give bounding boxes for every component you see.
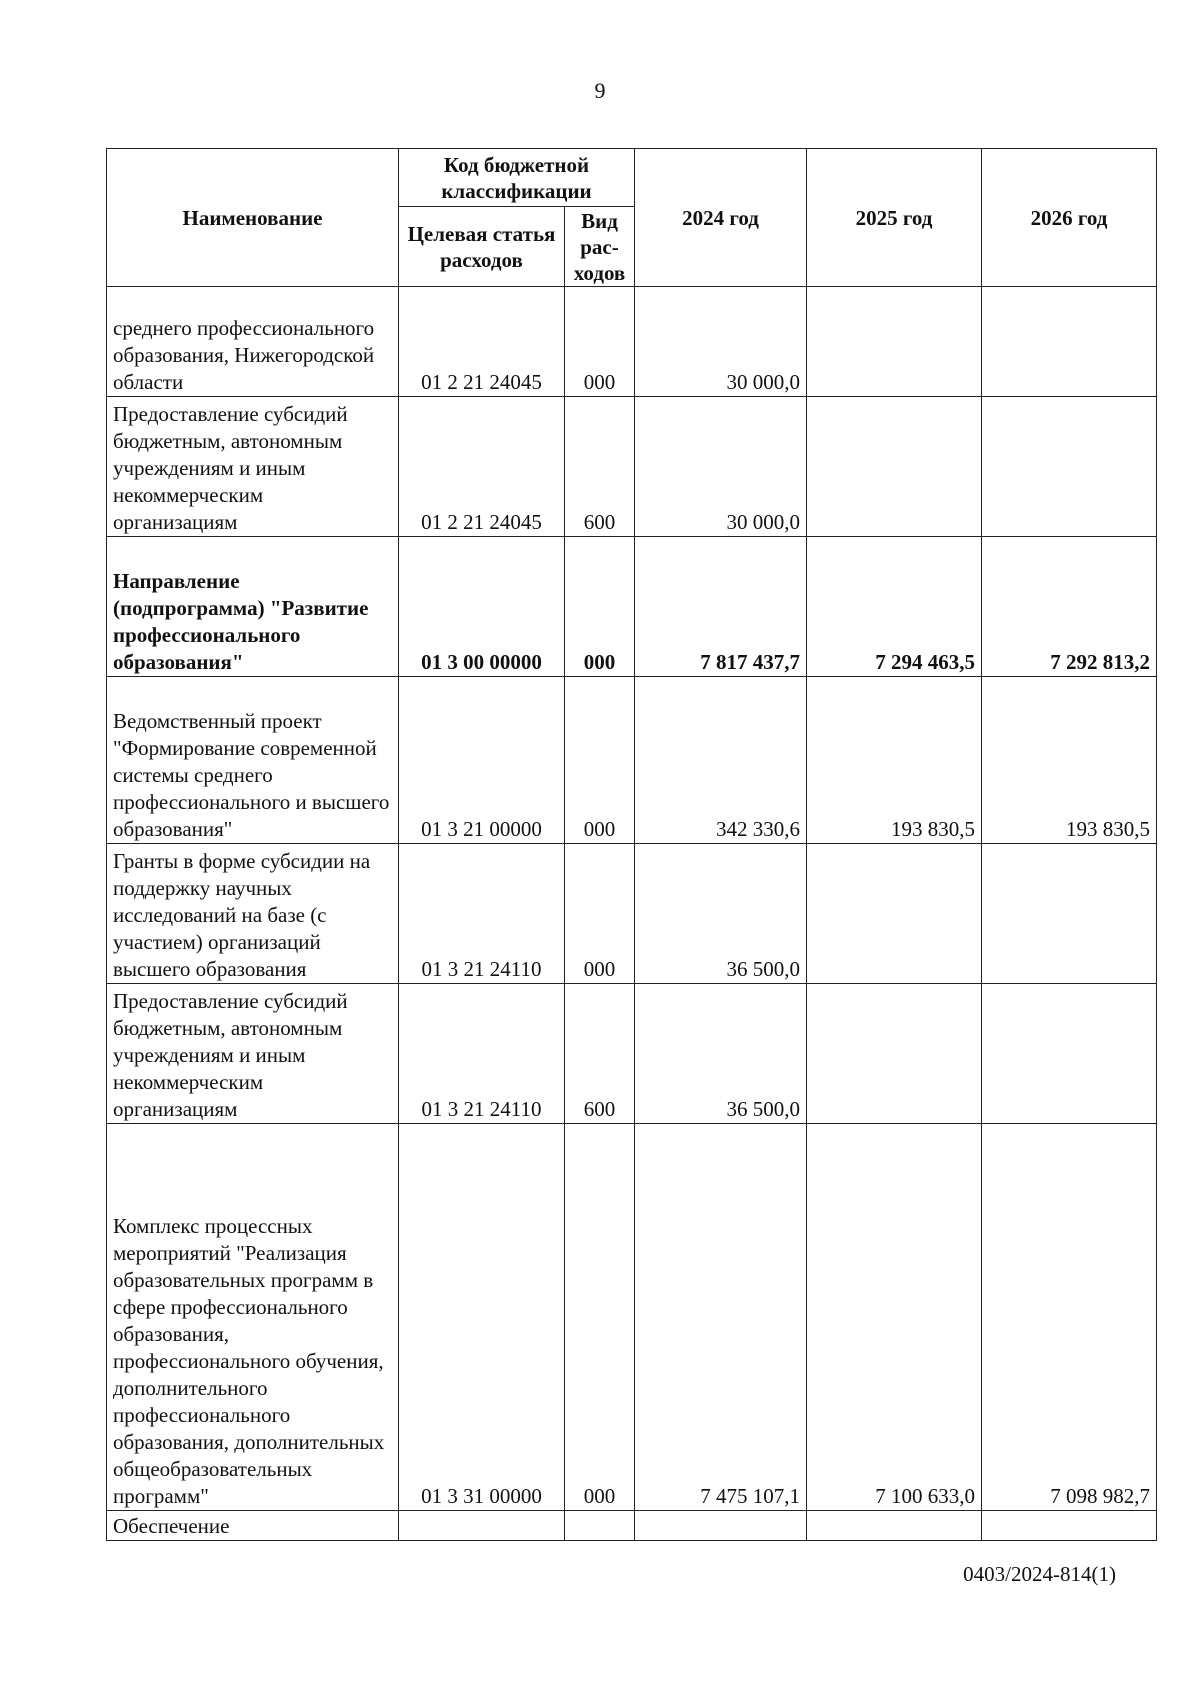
row-target-code: 01 3 21 24110 (399, 984, 565, 1124)
row-expense-kind: 000 (565, 844, 635, 984)
document-code: 0403/2024-814(1) (963, 1562, 1116, 1586)
row-value-2024: 7 817 437,7 (635, 537, 807, 677)
row-name: Гранты в форме субсидии на поддержку научных исследований на базе (с участием) организаций высшего образования (107, 844, 399, 984)
row-value-2026: 193 830,5 (982, 677, 1157, 844)
row-value-2024 (635, 1511, 807, 1541)
row-name: Направление (подпрограмма) "Развитие профессионального образования" (107, 537, 399, 677)
row-expense-kind (565, 1511, 635, 1541)
table-row (107, 537, 1157, 677)
row-value-2025 (807, 844, 982, 984)
row-name: Комплекс процессных мероприятий "Реализация образовательных программ в сфере профессионального образования, профессионального обучения, дополнительного профессионального образования, дополнительных общеобразовательных программ" (107, 1124, 399, 1511)
row-value-2026 (982, 287, 1157, 397)
table-row (107, 677, 1157, 844)
table-row (107, 984, 1157, 1124)
header-target: Целевая статья расходов (399, 207, 565, 287)
budget-table (106, 148, 1157, 1541)
row-expense-kind: 000 (565, 677, 635, 844)
table-row (107, 397, 1157, 537)
row-value-2026: 7 098 982,7 (982, 1124, 1157, 1511)
table-row (107, 287, 1157, 397)
row-value-2025 (807, 287, 982, 397)
row-name: Предоставление субсидий бюджетным, автономным учреждениям и иным некоммерческим организациям (107, 984, 399, 1124)
row-expense-kind: 600 (565, 984, 635, 1124)
row-value-2026 (982, 984, 1157, 1124)
row-value-2025: 7 294 463,5 (807, 537, 982, 677)
row-target-code: 01 3 31 00000 (399, 1124, 565, 1511)
table-row (107, 844, 1157, 984)
row-value-2026: 7 292 813,2 (982, 537, 1157, 677)
row-target-code: 01 3 00 00000 (399, 537, 565, 677)
row-expense-kind: 600 (565, 397, 635, 537)
header-2025: 2025 год (807, 149, 982, 287)
row-expense-kind: 000 (565, 287, 635, 397)
row-value-2024: 30 000,0 (635, 287, 807, 397)
header-name: Наименование (107, 149, 399, 287)
row-expense-kind: 000 (565, 1124, 635, 1511)
row-target-code: 01 3 21 24110 (399, 844, 565, 984)
row-value-2026 (982, 1511, 1157, 1541)
row-value-2024: 36 500,0 (635, 844, 807, 984)
row-expense-kind: 000 (565, 537, 635, 677)
row-value-2026 (982, 844, 1157, 984)
page-number: 9 (594, 78, 606, 103)
row-value-2024: 36 500,0 (635, 984, 807, 1124)
row-value-2025 (807, 984, 982, 1124)
row-value-2024: 342 330,6 (635, 677, 807, 844)
row-name: среднего профессионального образования, Нижегородской области (107, 287, 399, 397)
row-target-code (399, 1511, 565, 1541)
row-name: Предоставление субсидий бюджетным, автономным учреждениям и иным некоммерческим организациям (107, 397, 399, 537)
header-kind: Вид рас-ходов (565, 207, 635, 287)
row-target-code: 01 2 21 24045 (399, 287, 565, 397)
row-value-2025: 7 100 633,0 (807, 1124, 982, 1511)
table-row (107, 1511, 1157, 1541)
row-value-2025 (807, 397, 982, 537)
header-code-group: Код бюджетной классификации (399, 149, 635, 207)
row-target-code: 01 2 21 24045 (399, 397, 565, 537)
row-name: Ведомственный проект "Формирование современной системы среднего профессионального и высшего образования" (107, 677, 399, 844)
row-value-2025: 193 830,5 (807, 677, 982, 844)
row-name: Обеспечение (107, 1511, 399, 1541)
header-2024: 2024 год (635, 149, 807, 287)
row-value-2026 (982, 397, 1157, 537)
row-value-2024: 30 000,0 (635, 397, 807, 537)
header-2026: 2026 год (982, 149, 1157, 287)
row-target-code: 01 3 21 00000 (399, 677, 565, 844)
row-value-2024: 7 475 107,1 (635, 1124, 807, 1511)
row-value-2025 (807, 1511, 982, 1541)
table-row (107, 1124, 1157, 1511)
